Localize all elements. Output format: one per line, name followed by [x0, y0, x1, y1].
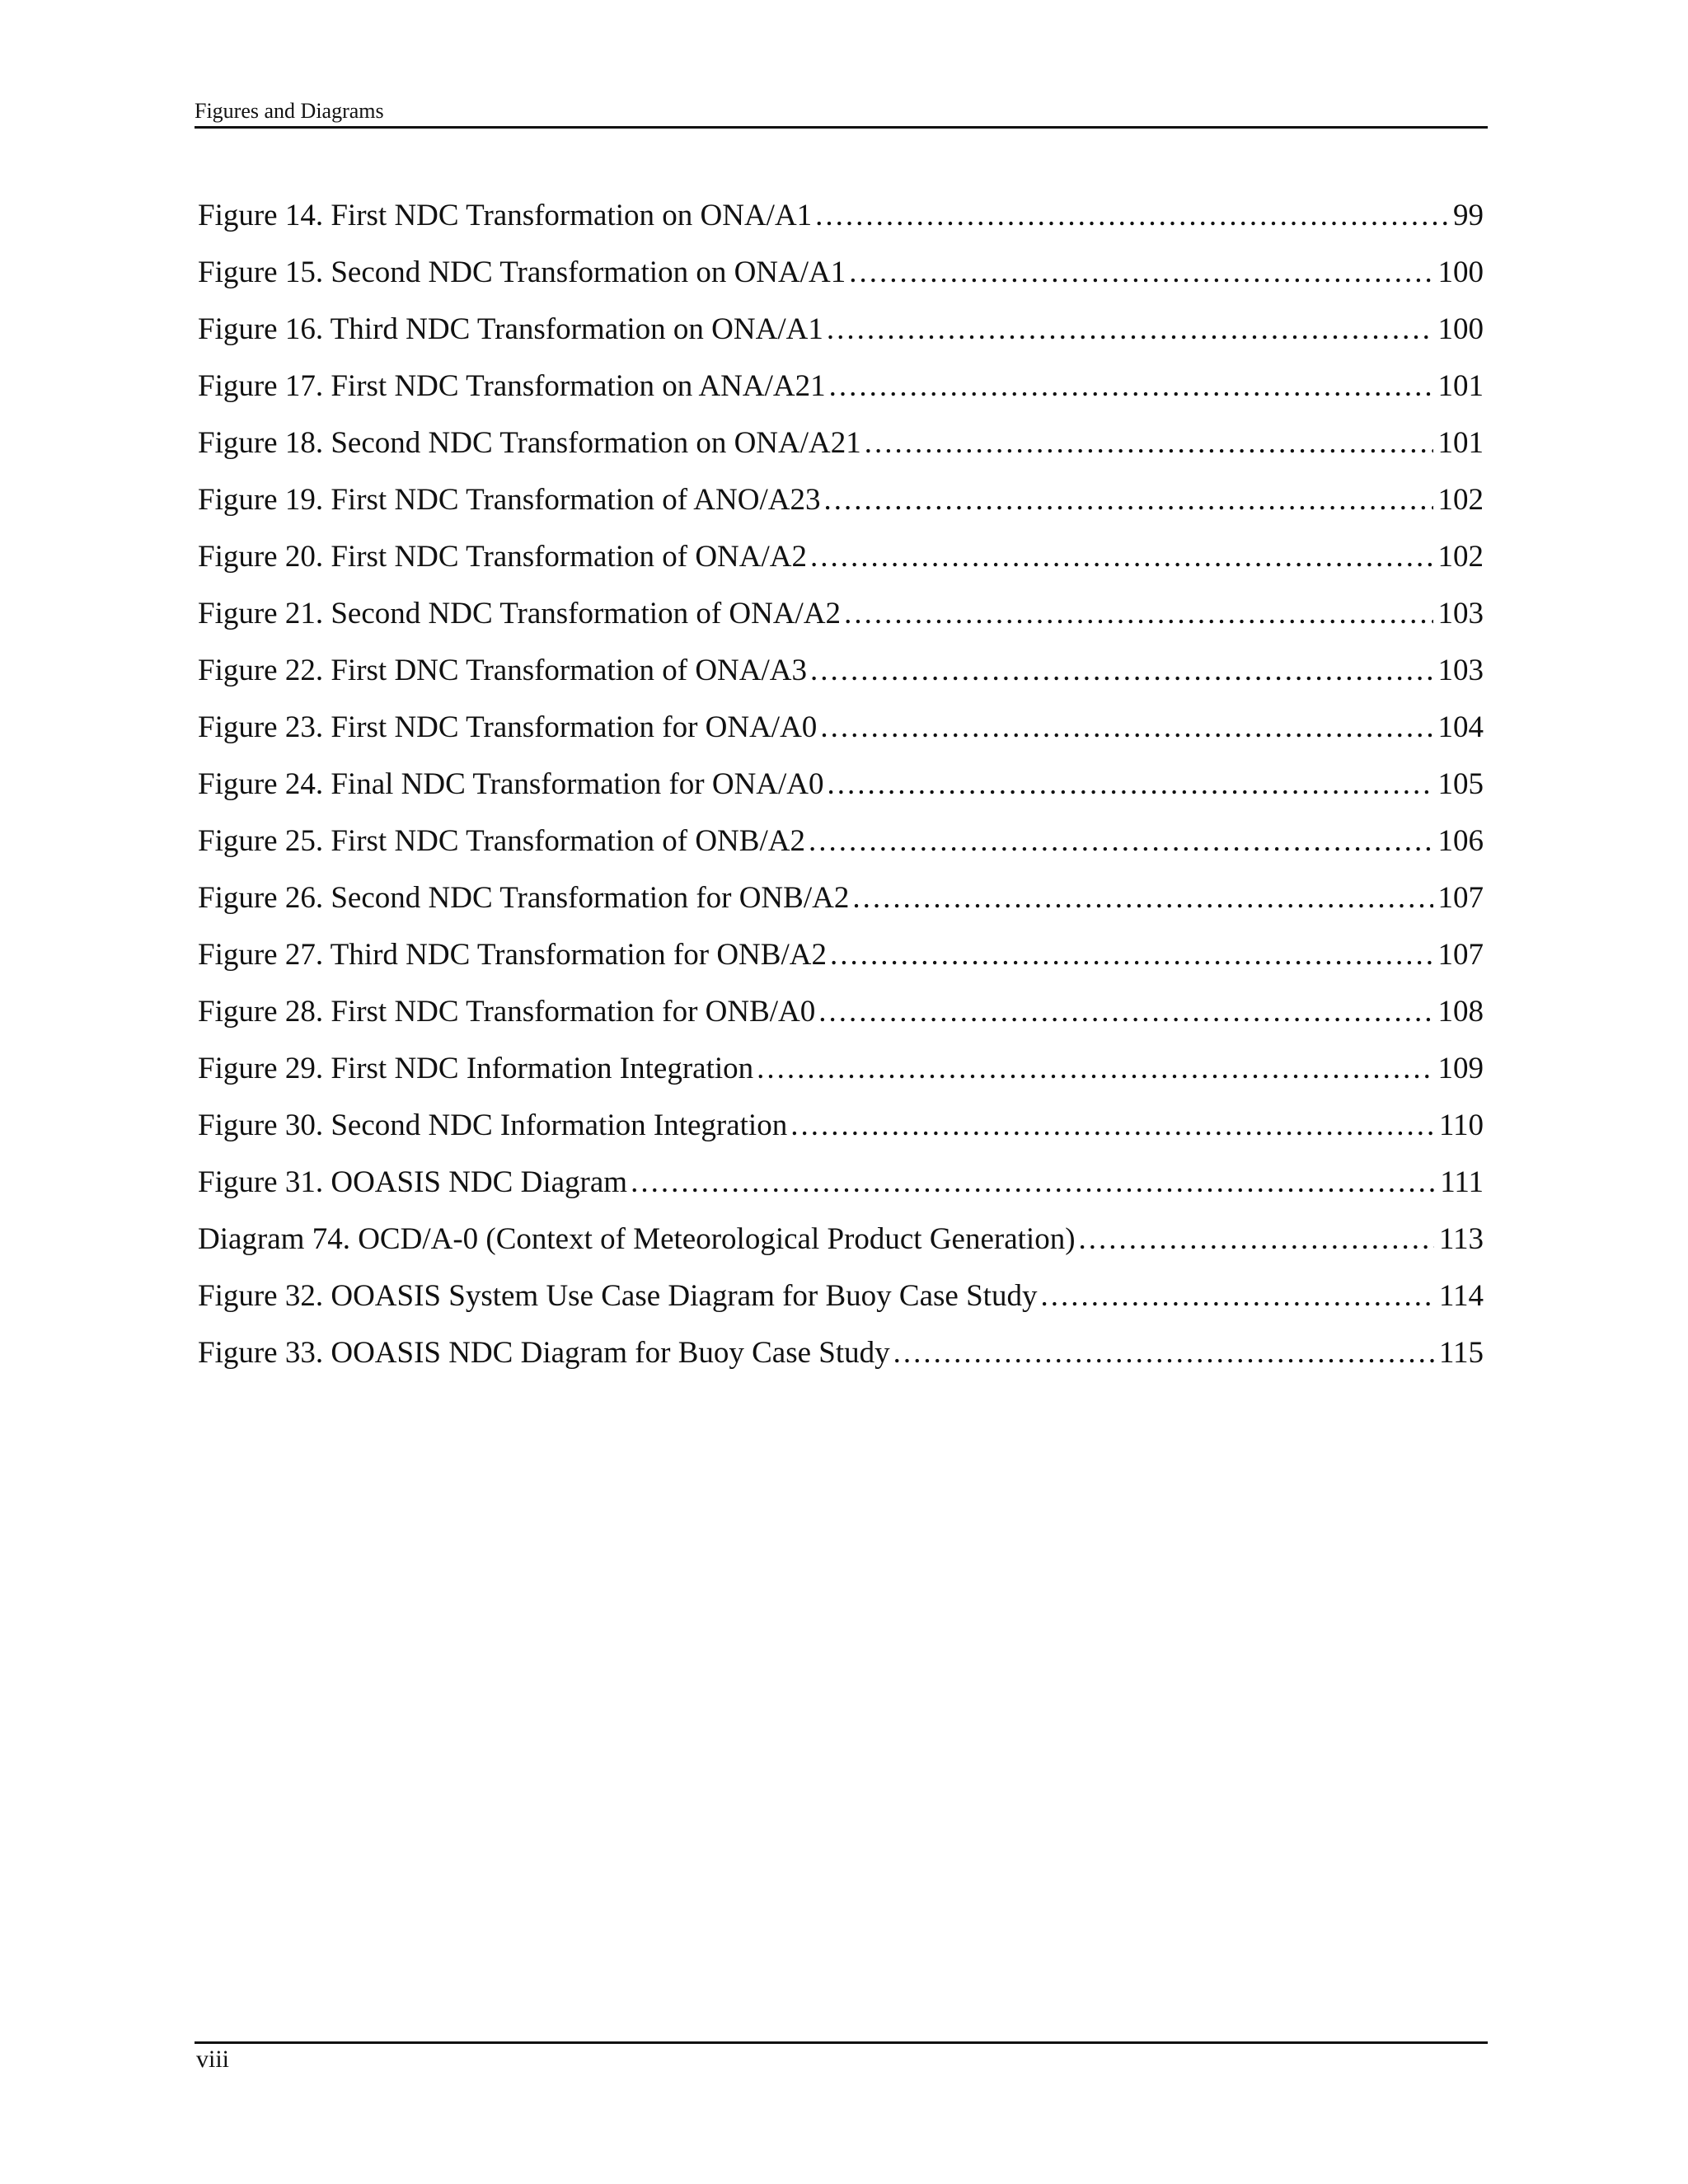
dot-leader [818, 989, 1432, 1035]
toc-entry-page: 108 [1437, 995, 1484, 1029]
toc-entry-page: 107 [1437, 881, 1484, 915]
toc-entry-title: Figure 23. First NDC Transformation for ONA/A0 [198, 710, 818, 744]
dot-leader [830, 932, 1433, 978]
toc-entry-page: 103 [1437, 654, 1484, 687]
toc-entry-page: 102 [1437, 483, 1484, 517]
dot-leader [849, 250, 1432, 296]
toc-entry[interactable] [198, 1160, 1484, 1216]
toc-entry[interactable] [198, 875, 1484, 932]
toc-entry-title: Figure 27. Third NDC Transformation for ONB/A2 [198, 938, 827, 972]
footer-rule [195, 2041, 1488, 2044]
toc-entry-title: Figure 30. Second NDC Information Integration [198, 1108, 788, 1142]
toc-entry[interactable] [198, 420, 1484, 477]
toc-entry[interactable] [198, 1103, 1484, 1160]
toc-entry[interactable] [198, 591, 1484, 648]
toc-entry-page: 103 [1437, 597, 1484, 630]
toc-entry-title: Figure 15. Second NDC Transformation on ONA/A1 [198, 255, 846, 289]
toc-entry-page: 107 [1437, 938, 1484, 972]
toc-entry-page: 100 [1437, 312, 1484, 346]
toc-entry-title: Figure 21. Second NDC Transformation of ONA/A2 [198, 597, 842, 630]
header-rule [195, 126, 1488, 129]
toc-entry[interactable] [198, 818, 1484, 875]
dot-leader [1040, 1273, 1433, 1319]
dot-leader [827, 307, 1433, 353]
running-header: Figures and Diagrams [195, 99, 384, 123]
dot-leader [829, 363, 1433, 410]
toc-entry-title: Figure 18. Second NDC Transformation on ONA/A21 [198, 426, 861, 460]
toc-entry[interactable] [198, 534, 1484, 591]
toc-entry-title: Figure 22. First DNC Transformation of ONA/A3 [198, 654, 807, 687]
toc-entry[interactable] [198, 307, 1484, 363]
toc-entry[interactable] [198, 648, 1484, 705]
toc-entry-title: Figure 20. First NDC Transformation of ONA/A2 [198, 540, 807, 574]
toc-entry-page: 106 [1437, 824, 1484, 858]
dot-leader [828, 762, 1433, 808]
toc-entry-title: Figure 28. First NDC Transformation for ONB/A0 [198, 995, 816, 1029]
toc-entry-title: Figure 16. Third NDC Transformation on ONA/A1 [198, 312, 823, 346]
toc-entry-title: Figure 19. First NDC Transformation of ANO/A23 [198, 483, 821, 517]
dot-leader [631, 1160, 1435, 1206]
dot-leader [820, 705, 1432, 751]
dot-leader [823, 477, 1432, 523]
page-number: viii [196, 2046, 230, 2073]
toc-entry-page: 114 [1438, 1279, 1484, 1313]
toc-entry-title: Figure 26. Second NDC Transformation for ONB/A2 [198, 881, 850, 915]
toc-entry-page: 101 [1437, 369, 1484, 403]
dot-leader [1079, 1216, 1434, 1263]
toc-entry-page: 99 [1453, 199, 1484, 232]
toc-entry[interactable] [198, 989, 1484, 1046]
dot-leader [893, 1330, 1434, 1376]
toc-entry-page: 109 [1437, 1052, 1484, 1085]
toc-entry[interactable] [198, 477, 1484, 534]
toc-entry-page: 113 [1438, 1222, 1484, 1256]
toc-entry-page: 104 [1437, 710, 1484, 744]
dot-leader [810, 648, 1433, 694]
dot-leader [815, 193, 1448, 239]
toc-entry-title: Figure 24. Final NDC Transformation for ONA/A0 [198, 767, 824, 801]
dot-leader [810, 534, 1433, 580]
toc-entry-title: Figure 25. First NDC Transformation of ONB/A2 [198, 824, 805, 858]
toc-entry-title: Figure 32. OOASIS System Use Case Diagram for Buoy Case Study [198, 1279, 1038, 1313]
toc-entry-title: Figure 14. First NDC Transformation on ONA/A1 [198, 199, 813, 232]
toc-entry-title: Figure 29. First NDC Information Integration [198, 1052, 754, 1085]
toc-entry[interactable] [198, 1216, 1484, 1273]
toc-entry[interactable] [198, 250, 1484, 307]
toc-entry[interactable] [198, 932, 1484, 989]
toc-entry-title: Diagram 74. OCD/A-0 (Context of Meteorological Product Generation) [198, 1222, 1076, 1256]
dot-leader [844, 591, 1432, 637]
dot-leader [865, 420, 1433, 466]
toc-entry-page: 115 [1438, 1336, 1484, 1370]
dot-leader [757, 1046, 1432, 1092]
toc-entry[interactable] [198, 1330, 1484, 1387]
toc-entry[interactable] [198, 762, 1484, 818]
toc-entry-page: 102 [1437, 540, 1484, 574]
toc-entry-title: Figure 33. OOASIS NDC Diagram for Buoy Case Study [198, 1336, 890, 1370]
toc-entry-page: 105 [1437, 767, 1484, 801]
toc-entry-title: Figure 31. OOASIS NDC Diagram [198, 1165, 628, 1199]
toc-entry[interactable] [198, 1046, 1484, 1103]
toc-entry-title: Figure 17. First NDC Transformation on ANA/A21 [198, 369, 826, 403]
toc-entry-page: 100 [1437, 255, 1484, 289]
dot-leader [790, 1103, 1434, 1149]
list-of-figures [198, 193, 1484, 1387]
dot-leader [809, 818, 1433, 865]
toc-entry[interactable] [198, 1273, 1484, 1330]
toc-entry[interactable] [198, 193, 1484, 250]
toc-entry-page: 101 [1437, 426, 1484, 460]
dot-leader [852, 875, 1432, 921]
toc-entry[interactable] [198, 705, 1484, 762]
toc-entry[interactable] [198, 363, 1484, 420]
toc-entry-page: 110 [1438, 1108, 1484, 1142]
toc-entry-page: 111 [1440, 1165, 1484, 1199]
